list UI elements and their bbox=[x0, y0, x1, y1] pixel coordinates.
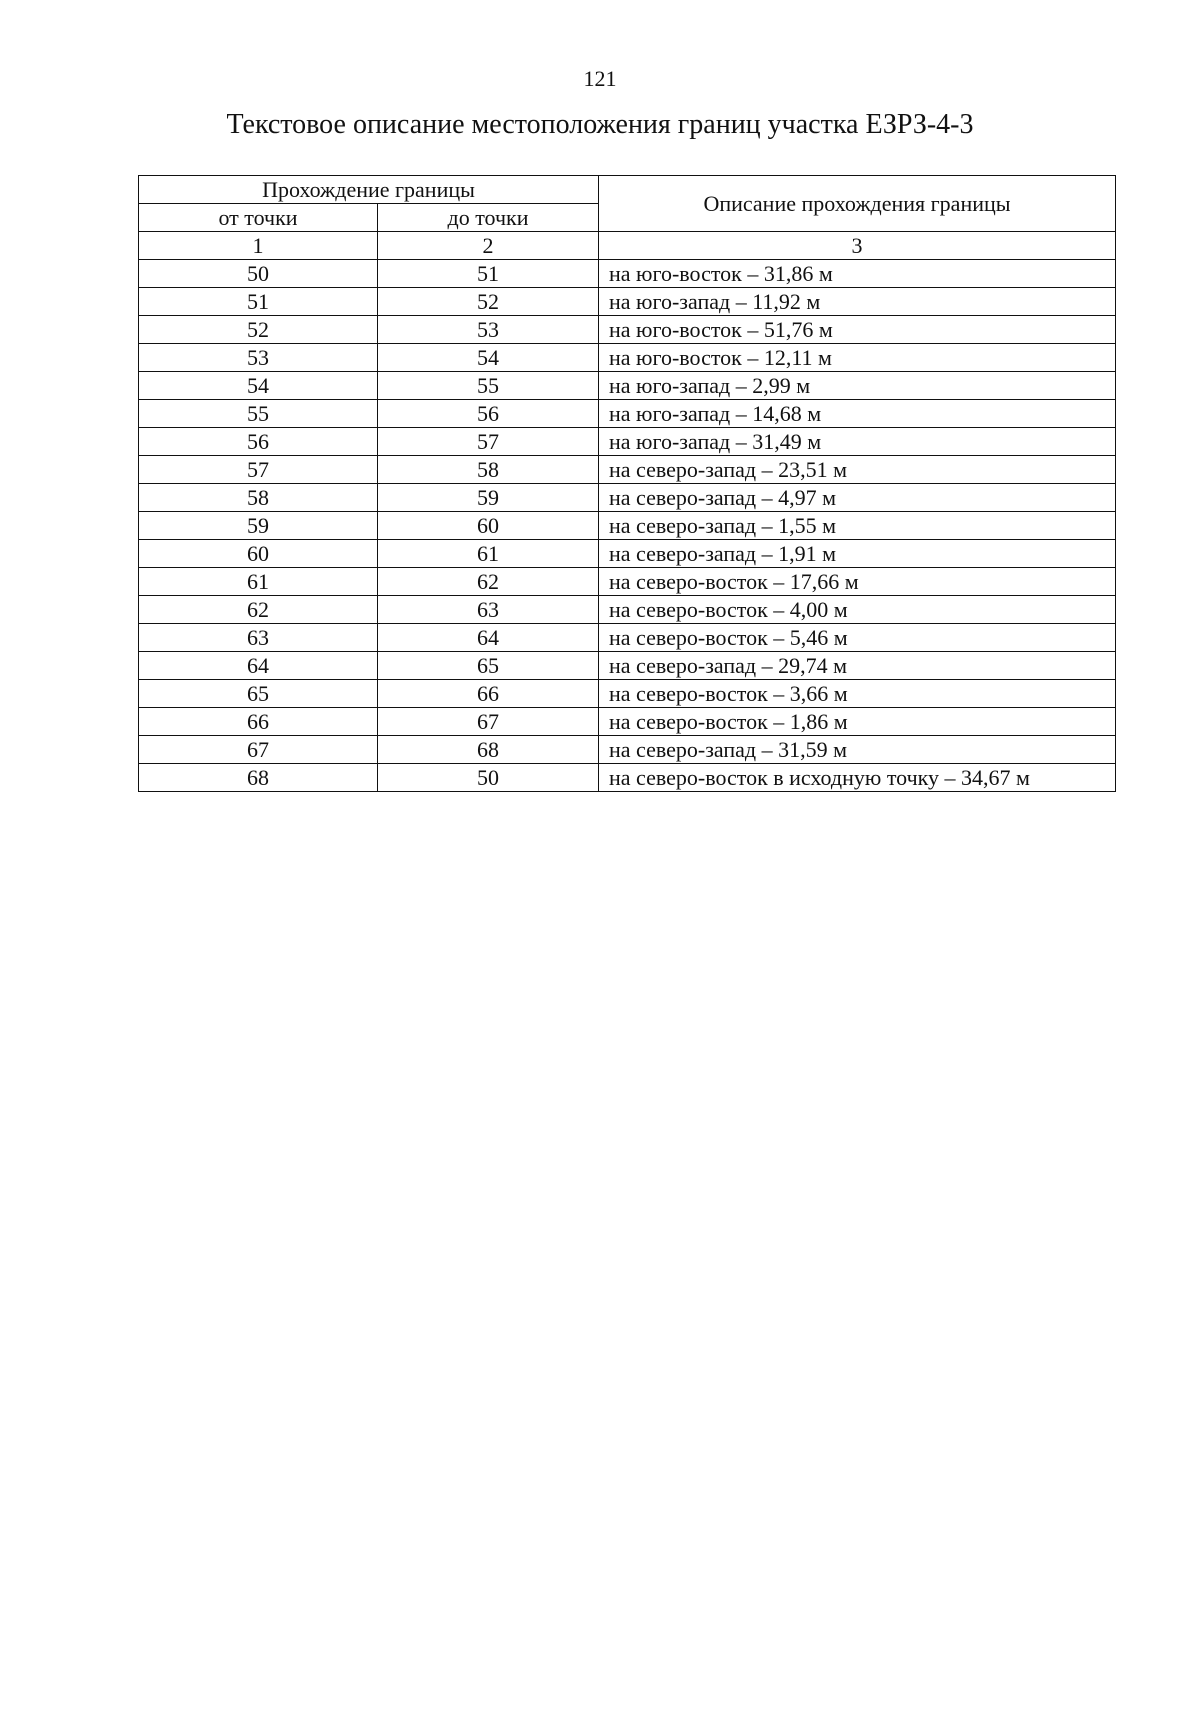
table-row bbox=[139, 512, 1116, 540]
description-cell: на северо-запад – 1,55 м bbox=[599, 512, 1116, 540]
from-point-cell: 64 bbox=[139, 652, 378, 680]
description-cell: на юго-запад – 2,99 м bbox=[599, 372, 1116, 400]
to-point-cell: 53 bbox=[378, 316, 599, 344]
description-cell: на северо-запад – 29,74 м bbox=[599, 652, 1116, 680]
to-point-cell: 60 bbox=[378, 512, 599, 540]
table-row bbox=[139, 456, 1116, 484]
header-description: Описание прохождения границы bbox=[599, 176, 1116, 232]
to-point-cell: 64 bbox=[378, 624, 599, 652]
description-cell: на юго-запад – 31,49 м bbox=[599, 428, 1116, 456]
to-point-cell: 55 bbox=[378, 372, 599, 400]
table-row bbox=[139, 680, 1116, 708]
from-point-cell: 66 bbox=[139, 708, 378, 736]
table-row bbox=[139, 400, 1116, 428]
to-point-cell: 63 bbox=[378, 596, 599, 624]
column-number-3: 3 bbox=[599, 232, 1116, 260]
to-point-cell: 62 bbox=[378, 568, 599, 596]
table-row bbox=[139, 540, 1116, 568]
from-point-cell: 63 bbox=[139, 624, 378, 652]
document-title: Текстовое описание местоположения границ участка ЕЗРЗ-4-3 bbox=[226, 109, 974, 140]
table-row bbox=[139, 736, 1116, 764]
to-point-cell: 54 bbox=[378, 344, 599, 372]
column-number-1: 1 bbox=[139, 232, 378, 260]
description-cell: на северо-запад – 4,97 м bbox=[599, 484, 1116, 512]
to-point-cell: 61 bbox=[378, 540, 599, 568]
from-point-cell: 61 bbox=[139, 568, 378, 596]
table-row bbox=[139, 596, 1116, 624]
description-cell: на северо-запад – 23,51 м bbox=[599, 456, 1116, 484]
table-header bbox=[139, 176, 1116, 260]
description-cell: на юго-восток – 51,76 м bbox=[599, 316, 1116, 344]
table-row bbox=[139, 764, 1116, 792]
from-point-cell: 54 bbox=[139, 372, 378, 400]
boundary-table bbox=[138, 175, 1116, 792]
header-to-point: до точки bbox=[378, 204, 599, 232]
to-point-cell: 66 bbox=[378, 680, 599, 708]
description-cell: на юго-восток – 12,11 м bbox=[599, 344, 1116, 372]
table-row bbox=[139, 316, 1116, 344]
table-row bbox=[139, 372, 1116, 400]
description-cell: на северо-восток в исходную точку – 34,67 м bbox=[599, 764, 1116, 792]
table-row bbox=[139, 624, 1116, 652]
from-point-cell: 57 bbox=[139, 456, 378, 484]
to-point-cell: 52 bbox=[378, 288, 599, 316]
description-cell: на северо-восток – 5,46 м bbox=[599, 624, 1116, 652]
from-point-cell: 50 bbox=[139, 260, 378, 288]
table-row bbox=[139, 652, 1116, 680]
description-cell: на северо-восток – 3,66 м bbox=[599, 680, 1116, 708]
table-row bbox=[139, 568, 1116, 596]
to-point-cell: 57 bbox=[378, 428, 599, 456]
description-cell: на юго-восток – 31,86 м bbox=[599, 260, 1116, 288]
from-point-cell: 58 bbox=[139, 484, 378, 512]
from-point-cell: 60 bbox=[139, 540, 378, 568]
table-row bbox=[139, 708, 1116, 736]
description-cell: на северо-восток – 17,66 м bbox=[599, 568, 1116, 596]
description-cell: на северо-восток – 1,86 м bbox=[599, 708, 1116, 736]
to-point-cell: 68 bbox=[378, 736, 599, 764]
to-point-cell: 56 bbox=[378, 400, 599, 428]
from-point-cell: 56 bbox=[139, 428, 378, 456]
table-row bbox=[139, 288, 1116, 316]
description-cell: на юго-запад – 11,92 м bbox=[599, 288, 1116, 316]
table-row bbox=[139, 484, 1116, 512]
table-body bbox=[139, 260, 1116, 792]
description-cell: на северо-запад – 1,91 м bbox=[599, 540, 1116, 568]
description-cell: на северо-запад – 31,59 м bbox=[599, 736, 1116, 764]
to-point-cell: 58 bbox=[378, 456, 599, 484]
to-point-cell: 51 bbox=[378, 260, 599, 288]
header-from-point: от точки bbox=[139, 204, 378, 232]
from-point-cell: 62 bbox=[139, 596, 378, 624]
to-point-cell: 67 bbox=[378, 708, 599, 736]
description-cell: на северо-восток – 4,00 м bbox=[599, 596, 1116, 624]
from-point-cell: 67 bbox=[139, 736, 378, 764]
table-row bbox=[139, 260, 1116, 288]
from-point-cell: 68 bbox=[139, 764, 378, 792]
from-point-cell: 59 bbox=[139, 512, 378, 540]
to-point-cell: 50 bbox=[378, 764, 599, 792]
from-point-cell: 51 bbox=[139, 288, 378, 316]
description-cell: на юго-запад – 14,68 м bbox=[599, 400, 1116, 428]
header-boundary-passage: Прохождение границы bbox=[139, 176, 599, 204]
column-number-2: 2 bbox=[378, 232, 599, 260]
from-point-cell: 55 bbox=[139, 400, 378, 428]
page-number: 121 bbox=[583, 66, 617, 91]
to-point-cell: 65 bbox=[378, 652, 599, 680]
table-row bbox=[139, 344, 1116, 372]
from-point-cell: 52 bbox=[139, 316, 378, 344]
to-point-cell: 59 bbox=[378, 484, 599, 512]
from-point-cell: 65 bbox=[139, 680, 378, 708]
from-point-cell: 53 bbox=[139, 344, 378, 372]
table-row bbox=[139, 428, 1116, 456]
